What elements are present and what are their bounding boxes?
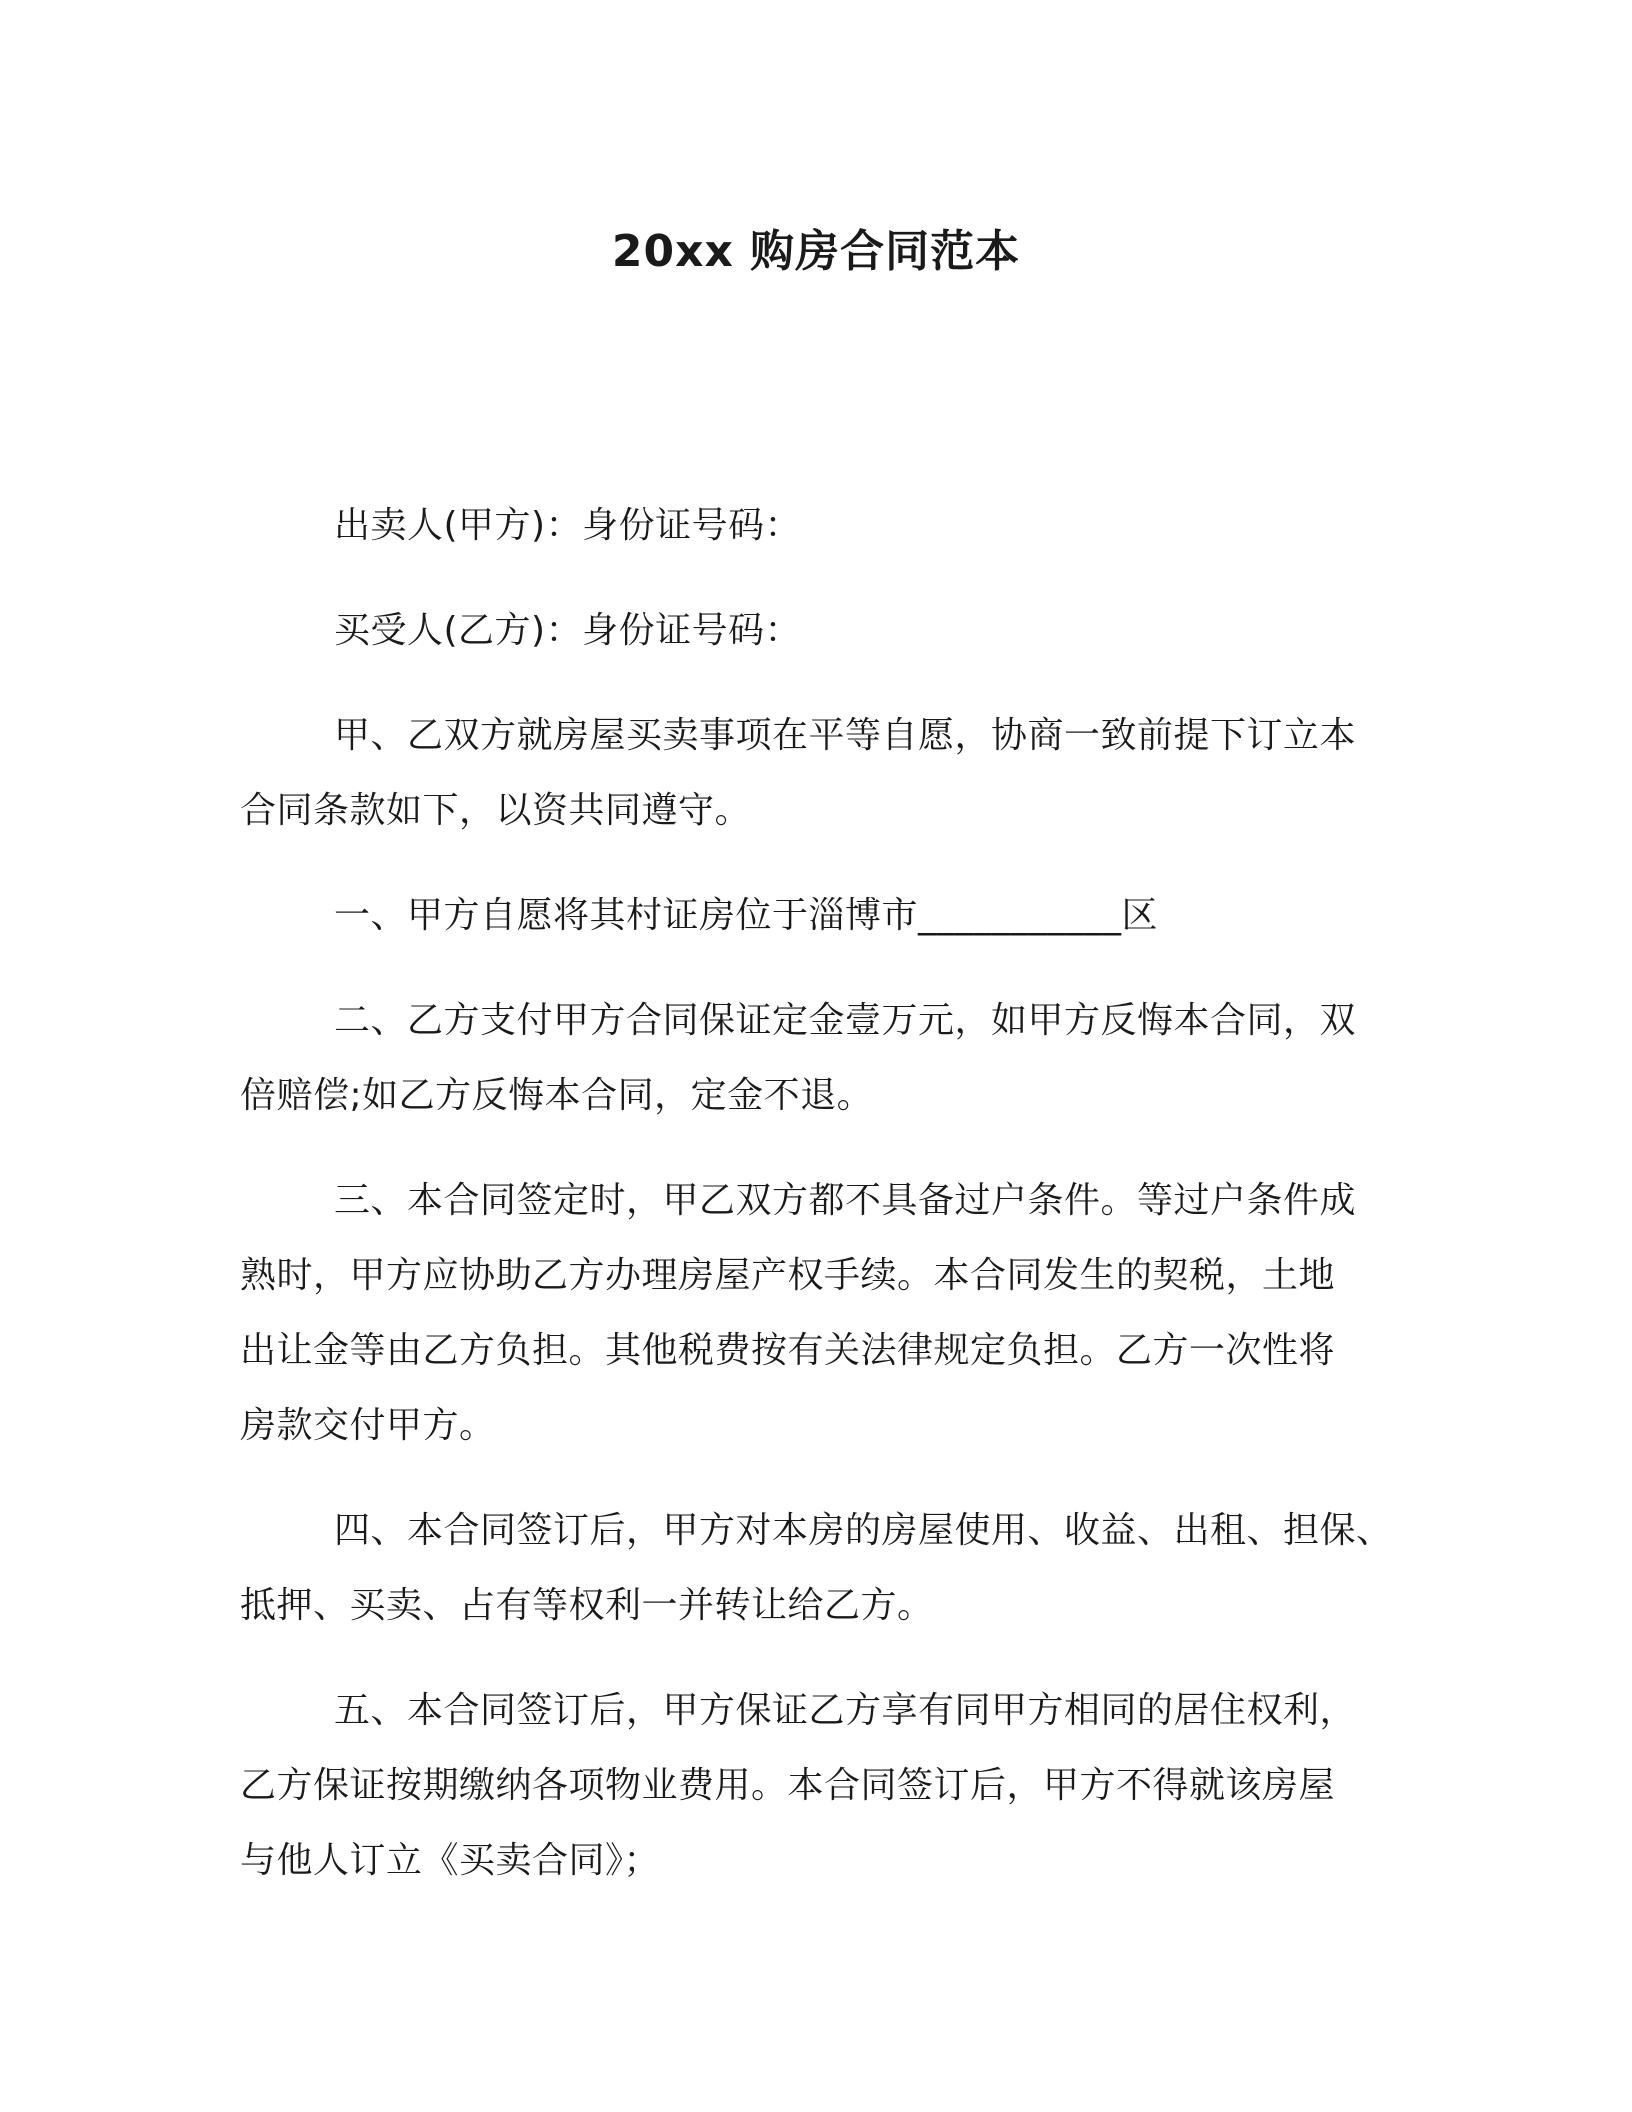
document-body [240, 488, 1400, 1898]
preamble-paragraph [240, 698, 1400, 848]
clause-3-line: 熟时，甲方应协助乙方办理房屋产权手续。本合同发生的契税，土地 [240, 1255, 1336, 1296]
clause-3-line: 三、本合同签定时，甲乙双方都不具备过户条件。等过户条件成 [334, 1180, 1357, 1221]
clause-3-line: 房款交付甲方。 [240, 1405, 496, 1446]
clause-2-line: 倍赔偿;如乙方反悔本合同，定金不退。 [240, 1075, 874, 1116]
preamble-line: 甲、乙双方就房屋买卖事项在平等自愿，协商一致前提下订立本 [334, 715, 1357, 756]
clause-1-paragraph [240, 878, 1400, 953]
buyer-text: 买受人(乙方)：身份证号码： [334, 610, 802, 651]
preamble-line: 合同条款如下，以资共同遵守。 [240, 790, 752, 831]
seller-line [240, 488, 1400, 563]
clause-3-paragraph [240, 1163, 1400, 1463]
clause-5-line: 乙方保证按期缴纳各项物业费用。本合同签订后，甲方不得就该房屋 [240, 1765, 1336, 1806]
clause-4-line: 四、本合同签订后，甲方对本房的房屋使用、收益、出租、担保、 [334, 1510, 1393, 1551]
document-title: 20xx 购房合同范本 [611, 226, 1021, 277]
clause-4-paragraph [240, 1493, 1400, 1643]
clause-3-line: 出让金等由乙方负担。其他税费按有关法律规定负担。乙方一次性将 [240, 1330, 1336, 1371]
clause-1-line: 一、甲方自愿将其村证房位于淄博市___________区 [334, 895, 1159, 936]
clause-5-paragraph [240, 1673, 1400, 1898]
clause-2-line: 二、乙方支付甲方合同保证定金壹万元，如甲方反悔本合同，双 [334, 1000, 1357, 1041]
clause-4-line: 抵押、买卖、占有等权利一并转让给乙方。 [240, 1585, 934, 1626]
clause-5-line: 五、本合同签订后，甲方保证乙方享有同甲方相同的居住权利， [334, 1690, 1357, 1731]
seller-text: 出卖人(甲方)：身份证号码： [334, 505, 802, 546]
clause-2-paragraph [240, 983, 1400, 1133]
buyer-line [240, 593, 1400, 668]
clause-5-line: 与他人订立《买卖合同》； [240, 1840, 661, 1881]
